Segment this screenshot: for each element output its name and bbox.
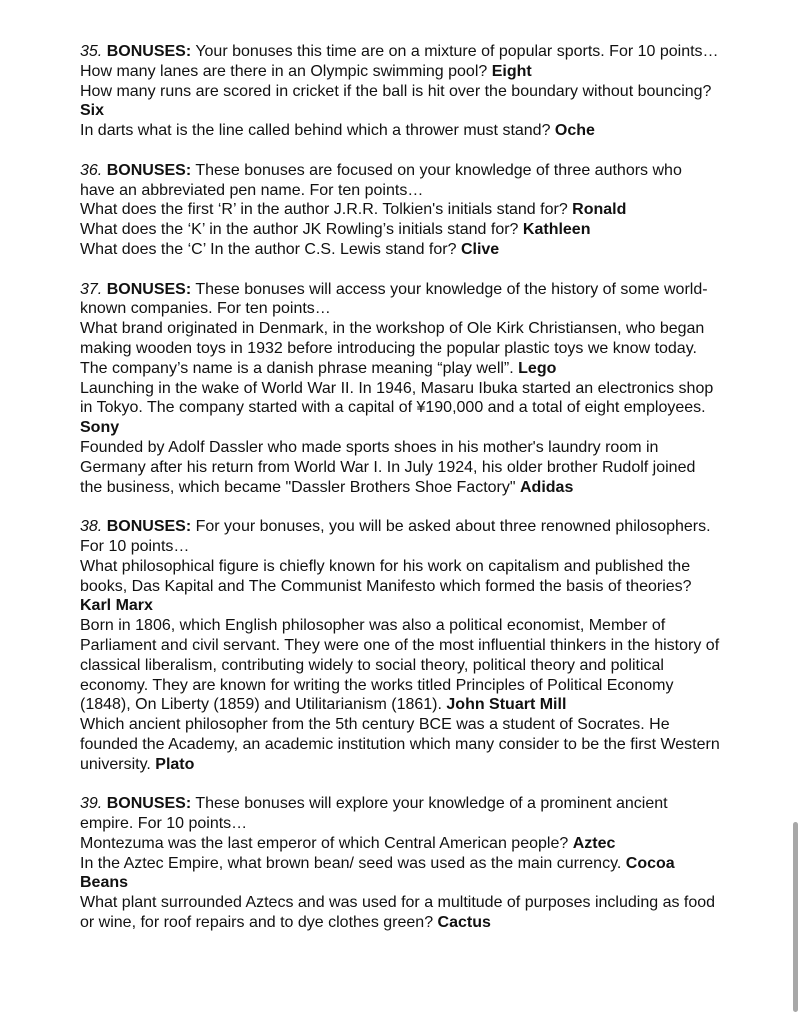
question-number: 37. <box>80 280 103 298</box>
bonus-question: Launching in the wake of World War II. In 1946, Masaru Ibuka started an electronics shop in Tokyo. The company started with a capital of ¥190,000 and a total of eight employees. <box>80 379 714 417</box>
bonus-answer: Sony <box>80 419 120 437</box>
question-block-38 <box>80 517 720 774</box>
question-number: 38. <box>80 518 103 536</box>
question-header <box>80 794 720 834</box>
bonus-item <box>80 220 720 240</box>
bonus-question: How many lanes are there in an Olympic swimming pool? <box>80 62 492 80</box>
bonus-question: Founded by Adolf Dassler who made sports shoes in his mother's laundry room in Germany after his return from World War I. In July 1924, his older brother Rudolf joined the business, which became "Dassler Brothers Shoe Factory" <box>80 438 696 496</box>
bonus-item <box>80 715 720 774</box>
bonus-question: What brand originated in Denmark, in the workshop of Ole Kirk Christiansen, who began making wooden toys in 1932 before introducing the popular plastic toys we know today. The company’s name is a danish phrase meaning “play well”. <box>80 320 705 377</box>
bonus-question: Which ancient philosopher from the 5th century BCE was a student of Socrates. He founded the Academy, an academic institution which many consider to be the first Western university. <box>80 716 720 773</box>
bonus-answer: Adidas <box>520 478 574 496</box>
question-heading: BONUSES: <box>106 43 192 60</box>
question-header <box>80 517 720 557</box>
bonus-item <box>80 62 720 82</box>
question-number: 36. <box>80 161 103 179</box>
question-intro: For your bonuses, you will be asked about three renowned philosophers. For 10 points… <box>80 518 711 555</box>
bonus-item <box>80 121 720 141</box>
question-intro: Your bonuses this time are on a mixture of popular sports. For 10 points… <box>191 43 719 60</box>
bonus-item <box>80 82 720 122</box>
question-heading: BONUSES: <box>106 795 192 813</box>
question-header <box>80 42 720 62</box>
bonus-question: What plant surrounded Aztecs and was used for a multitude of purposes including as food or wine, for roof repairs and to dye clothes green? <box>80 894 716 932</box>
bonus-answer: Eight <box>491 62 532 80</box>
bonus-item <box>80 240 720 260</box>
question-intro: These bonuses are focused on your knowledge of three authors who have an abbreviated pen name. For ten points… <box>80 161 682 199</box>
bonus-item <box>80 893 720 933</box>
bonus-item <box>80 557 720 616</box>
bonus-item <box>80 616 720 715</box>
bonus-answer: Cocoa Beans <box>80 854 675 892</box>
question-block-37 <box>80 280 720 498</box>
question-header <box>80 161 720 201</box>
question-intro: These bonuses will access your knowledge of the history of some world-known companies. For ten points… <box>80 280 708 318</box>
bonus-question: Born in 1806, which English philosopher was also a political economist, Member of Parliament and civil servant. They were one of the most influential thinkers in the history of classical liberalism, contributing widely to social theory, political theory and political economy. They are known for writing the works titled Principles of Political Economy (1848), On Liberty (1859) and Utilitarianism (1861). <box>80 617 720 714</box>
question-header <box>80 280 720 320</box>
question-intro: These bonuses will explore your knowledge of a prominent ancient empire. For 10 points… <box>80 795 668 833</box>
question-number: 35. <box>80 43 103 60</box>
vertical-scrollbar[interactable] <box>793 822 798 1012</box>
question-block-35 <box>80 42 720 141</box>
bonus-item <box>80 854 720 894</box>
bonus-answer: Cactus <box>437 914 491 932</box>
bonus-question: What does the first ‘R’ in the author J.R.R. Tolkien's initials stand for? <box>80 201 573 219</box>
question-block-39 <box>80 794 720 933</box>
bonus-answer: Six <box>80 102 105 120</box>
bonus-answer: Kathleen <box>522 221 591 239</box>
question-heading: BONUSES: <box>106 161 192 179</box>
bonus-answer: Aztec <box>572 834 616 852</box>
bonus-item <box>80 379 720 438</box>
bonus-answer: Clive <box>460 240 500 258</box>
bonus-question: What does the ‘C’ In the author C.S. Lewis stand for? <box>80 240 461 258</box>
bonus-question: In the Aztec Empire, what brown bean/ seed was used as the main currency. <box>80 854 626 872</box>
bonus-question: What philosophical figure is chiefly known for his work on capitalism and published the books, Das Kapital and The Communist Manifesto which formed the basis of theories? <box>80 557 692 595</box>
bonus-answer: John Stuart Mill <box>446 696 567 714</box>
bonus-question: How many runs are scored in cricket if the ball is hit over the boundary without bouncing? <box>80 82 712 100</box>
bonus-item <box>80 834 720 854</box>
question-heading: BONUSES: <box>106 518 192 536</box>
question-heading: BONUSES: <box>106 280 192 298</box>
bonus-answer: Lego <box>518 359 557 377</box>
document-body <box>80 42 720 953</box>
bonus-answer: Karl Marx <box>80 597 153 615</box>
bonus-question: In darts what is the line called behind which a thrower must stand? <box>80 122 555 140</box>
question-number: 39. <box>80 795 103 813</box>
bonus-item <box>80 438 720 497</box>
bonus-question: Montezuma was the last emperor of which Central American people? <box>80 834 573 852</box>
bonus-question: What does the ‘K’ in the author JK Rowling’s initials stand for? <box>80 221 523 239</box>
question-block-36 <box>80 161 720 260</box>
bonus-answer: Oche <box>554 122 595 140</box>
bonus-item <box>80 319 720 378</box>
bonus-answer: Ronald <box>572 201 627 219</box>
bonus-item <box>80 200 720 220</box>
bonus-answer: Plato <box>155 755 195 773</box>
